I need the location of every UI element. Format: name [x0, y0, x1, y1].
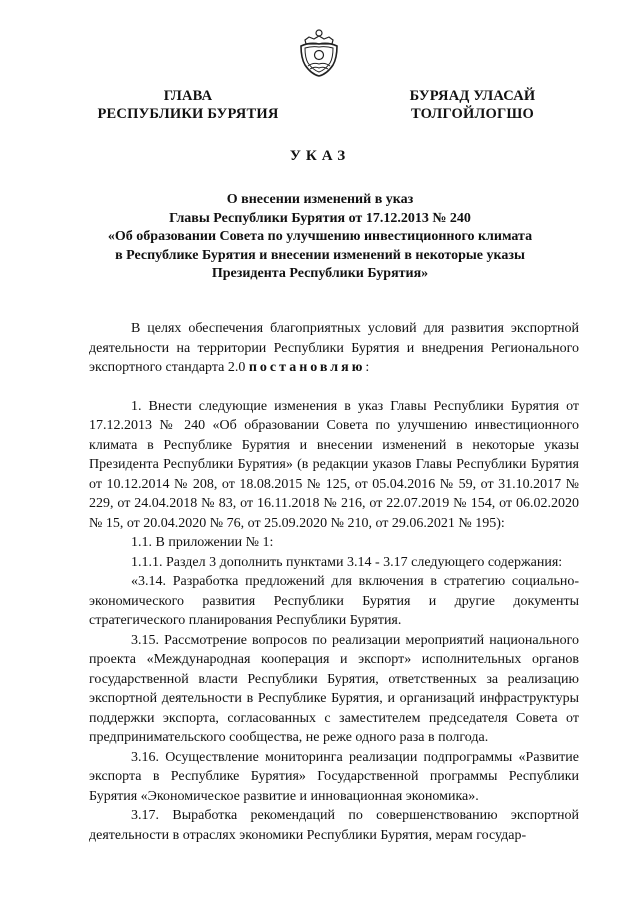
document-type: УКАЗ [289, 148, 351, 164]
document-title [70, 191, 570, 284]
header-left-line1: ГЛАВА [163, 88, 213, 104]
coat-of-arms-icon [297, 28, 341, 78]
title-line3: «Об образовании Совета по улучшению инвестиционного климата [107, 229, 533, 245]
paragraph-1-1-1: 1.1.1. Раздел 3 дополнить пунктами 3.14 - 3.17 следующего содержания: [131, 554, 563, 570]
header-left-line2: РЕСПУБЛИКИ БУРЯТИЯ [97, 106, 279, 122]
title-line4: в Республике Бурятия и внесении изменений в некоторые указы [115, 247, 525, 263]
title-line1: О внесении изменений в указ [226, 192, 414, 207]
paragraph-3-16: 3.16. Осуществление мониторинга реализации подпрограммы «Развитие экспорта в Республике Бурятия» Государственной программы Республики Бурятия «Экономическое развитие и инновационная экономика». [89, 749, 579, 804]
preamble [89, 319, 579, 378]
header-right-line2: ТОЛГОЙЛОГШО [411, 106, 534, 122]
paragraph-1-1: 1.1. В приложении № 1: [131, 535, 274, 550]
paragraph-3-17: 3.17. Выработка рекомендаций по совершенствованию экспортной деятельности в отраслях экономики Республики Бурятия, мерам государ- [89, 808, 579, 843]
header-right-line1: БУРЯАД УЛАСАЙ [409, 88, 536, 104]
paragraph-3-14: «3.14. Разработка предложений для включения в стратегию социально-экономического развития Республики Бурятия и другие документы стратегического планирования Республики Бурятия. [89, 574, 579, 628]
document-body [89, 319, 579, 845]
paragraph-3-15: 3.15. Рассмотрение вопросов по реализации мероприятий национального проекта «Международная кооперация и экспорт» исполнительных органов государственной власти Республики Бурятия, ответственных за реализацию экспортной деятельности в Республике Бурятия, и организаций инфраструктуры поддержки экспорта, согласованных с заместителем председателя Совета от предпринимательского сообщества, не реже одного раза в полгода. [89, 632, 579, 745]
preamble-end: : [365, 360, 370, 375]
paragraph-1: 1. Внести следующие изменения в указ Главы Республики Бурятия от 17.12.2013 № 240 «Об образовании Совета по улучшению инвестиционного климата в Республике Бурятия и внесении изменений в некоторые указы Президента Республики Бурятия» (в редакции указов Главы Республики Бурятия от 10.12.2014 № 208, от 18.08.2015 № 125, от 05.04.2016 № 59, от 31.10.2017 № 229, от 24.04.2018 № 83, от 16.11.2018 № 216, от 22.07.2019 № 154, от 06.02.2020 № 15, от 20.04.2020 № 76, от 25.09.2020 № 210, от 29.06.2021 № 195): [89, 398, 579, 531]
header-left [78, 87, 298, 123]
title-line5: Президента Республики Бурятия» [211, 266, 429, 282]
header-right [360, 87, 585, 123]
title-line2: Главы Республики Бурятия от 17.12.2013 № 240 [169, 210, 471, 226]
preamble-text: В целях обеспечения благоприятных условий для развития экспортной деятельности на территории Республики Бурятия и внедрения Регионального экспортного стандарта 2.0 [89, 321, 579, 375]
decree-word: постановляю [248, 360, 366, 375]
